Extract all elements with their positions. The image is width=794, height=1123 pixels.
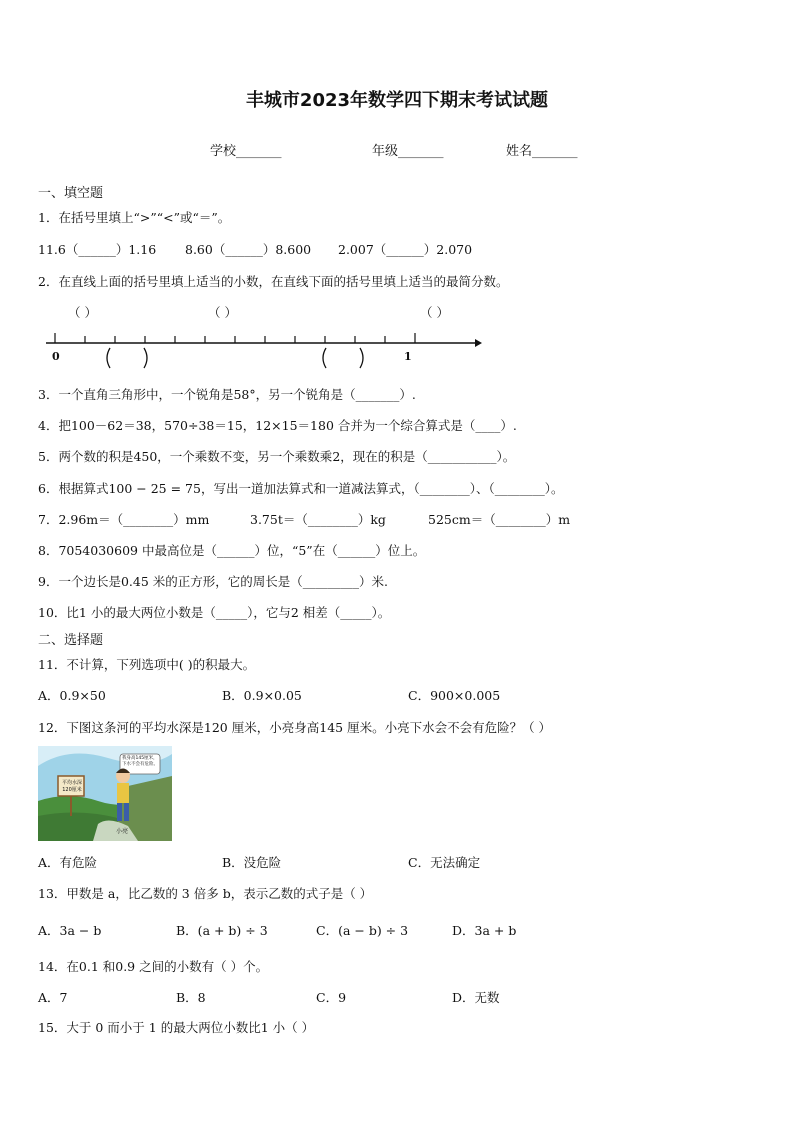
- q12-option-b: B．没危险: [222, 855, 282, 870]
- bottom-bracket-left-2: [323, 348, 326, 368]
- question-10: 10．比1 小的最大两位小数是（_____），它与2 相差（_____）。: [38, 605, 391, 620]
- q13-option-a: A．3a − b: [38, 923, 102, 938]
- question-2: 2．在直线上面的括号里填上适当的小数，在直线下面的括号里填上适当的最简分数。: [38, 274, 509, 289]
- q11-option-b: B．0.9×0.05: [222, 688, 302, 703]
- question-6: 6．根据算式100 − 25 = 75，写出一道加法算式和一道减法算式，（________）、（________）。: [38, 481, 564, 496]
- name-field: 姓名_______: [506, 144, 578, 159]
- q13-option-c: C．(a − b) ÷ 3: [316, 923, 409, 938]
- boy-caption: 小亮: [116, 828, 129, 835]
- page-title: 丰城市2023年数学四下期末考试试题: [245, 90, 549, 111]
- q14-option-c: C．9: [316, 990, 347, 1005]
- top-bracket-3: （ ）: [420, 305, 449, 320]
- q11-option-c: C．900×0.005: [408, 688, 501, 703]
- top-bracket-1: （ ）: [68, 305, 97, 320]
- question-9: 9．一个边长是0.45 米的正方形，它的周长是（_________）米.: [38, 574, 388, 589]
- question-8: 8．7054030609 中最高位是（______）位，“5”在（______）位上。: [38, 543, 426, 558]
- number-line-label-1: 1: [404, 350, 412, 363]
- q7-item-2: 3.75t＝（________）kg: [250, 512, 386, 527]
- q1-item-1: 11.6（______）1.16: [38, 242, 157, 257]
- q1-item-2: 8.60（______）8.600: [185, 242, 312, 257]
- question-13: 13．甲数是 a，比乙数的 3 倍多 b，表示乙数的式子是（ ）: [38, 886, 373, 901]
- speech-bubble-text: 我身高145厘米，下水不会有危险。: [122, 756, 158, 767]
- q14-option-b: B．8: [176, 990, 206, 1005]
- q7-item-1: 7．2.96m＝（________）mm: [38, 512, 210, 527]
- top-bracket-2: （ ）: [208, 305, 237, 320]
- grade-field: 年级_______: [372, 144, 444, 159]
- q12-option-a: A．有危险: [38, 855, 98, 870]
- section-fill-title: 一、填空题: [38, 186, 104, 201]
- question-3: 3．一个直角三角形中，一个锐角是58°，另一个锐角是（_______）.: [38, 387, 416, 402]
- bottom-bracket-left-1: [107, 348, 110, 368]
- question-1: 1．在括号里填上“>”“<”或“＝”。: [38, 210, 231, 225]
- q12-option-c: C．无法确定: [408, 855, 481, 870]
- river-illustration: [38, 746, 172, 841]
- question-14: 14．在0.1 和0.9 之间的小数有（ ）个。: [38, 959, 269, 974]
- river-sign-text: 平均水深 120厘米: [61, 780, 82, 793]
- number-line-label-0: 0: [52, 350, 60, 363]
- q14-option-a: A．7: [38, 990, 68, 1005]
- question-11: 11．不计算，下列选项中( )的积最大。: [38, 657, 256, 672]
- bottom-bracket-right-1: [144, 348, 147, 368]
- q13-option-d: D．3a + b: [452, 923, 517, 938]
- question-12: 12．下图这条河的平均水深是120 厘米，小亮身高145 厘米。小亮下水会不会有危险？（ ）: [38, 720, 552, 735]
- question-4: 4．把100－62＝38，570÷38＝15，12×15＝180 合并为一个综合算式是（____）.: [38, 418, 517, 433]
- number-line-ticks: [55, 333, 415, 343]
- bottom-bracket-right-2: [360, 348, 363, 368]
- q11-option-a: A．0.9×50: [38, 688, 106, 703]
- number-line-arrow: [475, 339, 482, 347]
- question-15: 15．大于 0 而小于 1 的最大两位小数比1 小（ ）: [38, 1020, 315, 1035]
- q7-item-3: 525cm＝（________）m: [428, 512, 571, 527]
- q13-option-b: B．(a + b) ÷ 3: [176, 923, 268, 938]
- school-field: 学校_______: [210, 144, 282, 159]
- question-5: 5．两个数的积是450，一个乘数不变，另一个乘数乘2，现在的积是（___________）。: [38, 449, 516, 464]
- section-choice-title: 二、选择题: [38, 633, 104, 648]
- q14-option-d: D．无数: [452, 990, 500, 1005]
- q1-item-3: 2.007（______）2.070: [338, 242, 473, 257]
